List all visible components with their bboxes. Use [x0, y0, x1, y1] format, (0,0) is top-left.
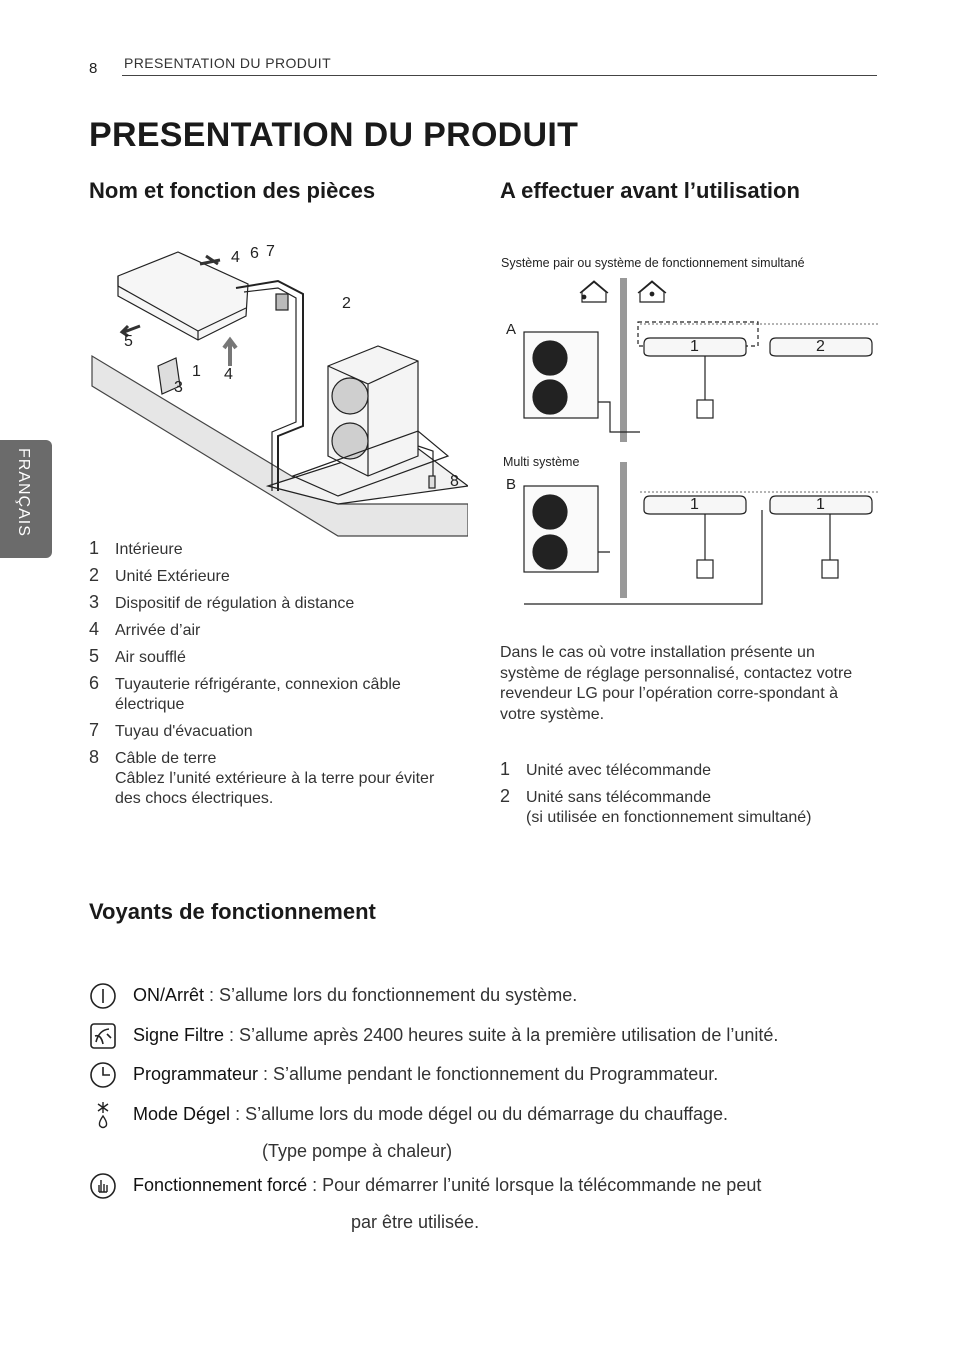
controller-icon	[822, 560, 838, 578]
parts-illustration	[88, 236, 468, 542]
unit-label: 1	[816, 496, 825, 513]
language-tab	[0, 440, 52, 558]
unit-type-list	[500, 761, 880, 835]
filter-icon	[89, 1022, 117, 1050]
controller-icon	[697, 560, 713, 578]
unit-label: 1	[690, 338, 699, 355]
parts-heading: Nom et fonction des pièces	[89, 178, 376, 203]
list-item-detail: Câblez l’unité extérieure à la terre pour éviter des chocs électriques.	[115, 770, 435, 807]
hand-icon	[89, 1172, 117, 1200]
parts-callout: 4	[231, 249, 240, 266]
unit-label: 2	[816, 338, 825, 355]
indicator-desc: : S’allume après 2400 heures suite à la première utilisation de l’unité.	[224, 1025, 779, 1045]
indicator-desc: : Pour démarrer l’unité lorsque la télécommande ne peut	[307, 1175, 762, 1195]
list-item: 8 Câble de terre Câblez l’unité extérieure à la terre pour éviter des chocs électriques.	[89, 747, 435, 807]
indicator-desc: : S’allume lors du fonctionnement du système.	[204, 985, 578, 1005]
parts-callout: 3	[174, 379, 183, 396]
system-diagram	[500, 252, 880, 612]
parts-list	[89, 540, 461, 816]
indicator-continuation: (Type pompe à chaleur)	[262, 1141, 453, 1161]
before-use-heading: A effectuer avant l’utilisation	[500, 178, 800, 203]
list-item: 5 Air soufflé	[89, 646, 186, 666]
list-item: 1 Unité avec télécommande	[500, 759, 711, 779]
parts-callout: 8	[450, 473, 459, 490]
list-item: 1 Intérieure	[89, 538, 183, 558]
list-item: 4 Arrivée d’air	[89, 619, 201, 639]
clock-icon	[89, 1061, 117, 1089]
before-use-paragraph: Dans le cas où votre installation présente un système de réglage personnalisé, contactez votre revendeur LG pour l’opération corre-spondant à votre système.	[500, 644, 853, 723]
indicator-name: Signe Filtre	[133, 1025, 225, 1045]
indicator-name: Mode Dégel	[133, 1104, 231, 1124]
unit-label: 1	[690, 496, 699, 513]
system-a-caption: Système pair ou système de fonctionnement simultané	[501, 256, 805, 270]
system-b-caption: Multi système	[503, 455, 580, 469]
power-icon	[89, 982, 117, 1010]
parts-callout: 1	[192, 363, 201, 380]
running-title: PRESENTATION DU PRODUIT	[124, 55, 332, 71]
language-label: FRANÇAIS	[15, 448, 32, 537]
list-item: 2 Unité sans télécommande (si utilisée en fonctionnement simultané)	[500, 786, 812, 826]
list-item: 2 Unité Extérieure	[89, 565, 230, 585]
parts-callout: 7	[266, 243, 275, 260]
list-item: 6 Tuyauterie réfrigérante, connexion câble électrique	[89, 673, 401, 713]
parts-callout: 2	[342, 295, 351, 312]
list-item-detail: (si utilisée en fonctionnement simultané)	[526, 809, 812, 826]
parts-callout: 6	[250, 245, 259, 262]
page-number: 8	[89, 60, 98, 77]
controller-icon	[697, 400, 713, 418]
parts-callout: 4	[224, 366, 233, 383]
parts-callout: 5	[124, 333, 133, 350]
indicators-heading: Voyants de fonctionnement	[89, 899, 376, 924]
page-title: PRESENTATION DU PRODUIT	[89, 116, 579, 154]
system-a-letter: A	[506, 321, 517, 338]
indicator-name: Programmateur	[133, 1064, 259, 1084]
indicator-desc: : S’allume pendant le fonctionnement du Programmateur.	[258, 1064, 719, 1084]
indicator-continuation: par être utilisée.	[351, 1212, 480, 1232]
indicator-name: Fonctionnement forcé	[133, 1175, 308, 1195]
list-item: 7 Tuyau d'évacuation	[89, 720, 253, 740]
house-icon	[638, 281, 666, 302]
header-rule	[122, 75, 877, 76]
system-b-letter: B	[506, 476, 517, 493]
indicator-name: ON/Arrêt	[133, 985, 205, 1005]
defrost-icon	[89, 1101, 117, 1129]
indicator-desc: : S’allume lors du mode dégel ou du démarrage du chauffage.	[230, 1104, 729, 1124]
list-item: 3 Dispositif de régulation à distance	[89, 592, 355, 612]
